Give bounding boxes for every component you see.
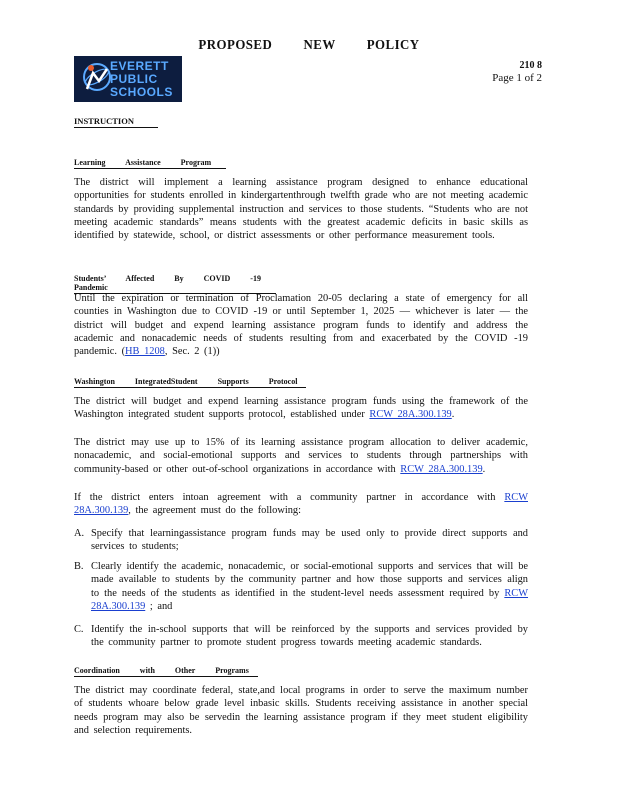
heading-isp: Washington IntegratedStudent Supports Protocol (74, 377, 306, 388)
link-rcw-4[interactable]: RCW 28A.300.139 (91, 587, 529, 612)
paragraph-isp-text: The district will budget and expend learning assistance program funds using the framework of the Washington integrated student supports protocol, established under (74, 396, 528, 421)
list-item-c-label: C. (74, 624, 84, 635)
link-rcw-1[interactable]: RCW 28A.300.139 (369, 409, 452, 421)
paragraph-fifteen-percent (74, 436, 528, 476)
list-item-b-text: Clearly identify the academic, nonacademic, or social-emotional supports and services that will be made available to students by the community partner and how those supports and services align to the needs of the students as identified in the student-level needs assessment required by (91, 561, 528, 599)
paragraph-intro: The district will implement a learning assistance program designed to enhance educational opportunities for students enrolled in kindergartenthrough twelfth grade who are not meeting academic standards by providing supplemental instruction and services to those students. “Students who are not meeting academic standards” means students with the greatest academic deficits in basic skills as identified by statewide, school, or district assessments or other performance measurement tools. (74, 177, 528, 242)
page-number: Page 1 of 2 (492, 72, 542, 84)
heading-coordination: Coordination with Other Programs (74, 666, 258, 677)
list-item-a-label: A. (74, 528, 85, 539)
list-item-c-text: Identify the in-school supports that will be reinforced by the supports and services provided by the community partner to promote student progress towards meeting academic standards. (91, 624, 528, 649)
list-item-b-text-block (91, 560, 528, 613)
link-hb-1208[interactable]: HB 1208 (125, 346, 165, 358)
paragraph-coordination: The district may coordinate federal, state,and local programs in order to serve the maximum number of students whoare below grade level inbasic skills. Students receiving assistance in another special needs program may also be servedin the learning assistance program if they meet student eligibility and selection requirements. (74, 685, 528, 736)
paragraph-agreement (74, 491, 528, 518)
section-label: INSTRUCTION (74, 116, 158, 128)
list-item-b-tail: ; and (149, 600, 173, 612)
link-rcw-3[interactable]: RCW 28A.300.139 (74, 492, 528, 517)
logo-word-2: PUBLIC (110, 72, 158, 86)
page-title: PROPOSED NEW POLICY (198, 38, 420, 53)
heading-learning-assistance: Learning Assistance Program (74, 158, 226, 169)
paragraph-fifteen-text: The district may use up to 15% of its learning assistance program allocation to deliver academic, nonacademic, and social-emotional supports and services to students through partnerships with community-based or other out-of-school organizations in accordance with (74, 437, 528, 475)
paragraph-agreement-tail: , the agreement must do the following: (128, 505, 301, 517)
list-item-a-text: Specify that learningassistance program funds may be used only to provide direct supports and services to students; (91, 528, 528, 553)
logo-word-1: EVERETT (110, 59, 169, 73)
paragraph-isp-tail: . (451, 409, 455, 421)
paragraph-isp (74, 395, 528, 422)
paragraph-covid-tail: , Sec. 2 (1)) (164, 346, 220, 358)
heading-covid: Students’ Affected By COVID -19 Pandemic (74, 274, 276, 294)
paragraph-covid-text: Until the expiration or termination of Proclamation 20-05 declaring a state of emergency for all counties in Washington due to COVID -19 or until September 1, 2025 — whichever is later — the district will budget and expend learning assistance program funds to identify and address the academic and nonacademic needs of students resulting from and exacerbated by the COVID -19 pandemic. ( (74, 293, 528, 358)
list-item-a (74, 527, 528, 554)
paragraph-fifteen-tail: . (482, 463, 486, 475)
policy-number: 210 8 (519, 60, 542, 71)
district-logo (74, 56, 182, 102)
paragraph-covid (74, 292, 528, 358)
link-rcw-2[interactable]: RCW 28A.300.139 (400, 463, 483, 475)
list-item-b-label: B. (74, 561, 84, 572)
paragraph-agreement-text: If the district enters intoan agreement with a community partner in accordance with (74, 492, 496, 503)
list-item-b (74, 560, 528, 613)
list-item-c (74, 623, 528, 650)
logo-word-3: SCHOOLS (110, 85, 173, 99)
